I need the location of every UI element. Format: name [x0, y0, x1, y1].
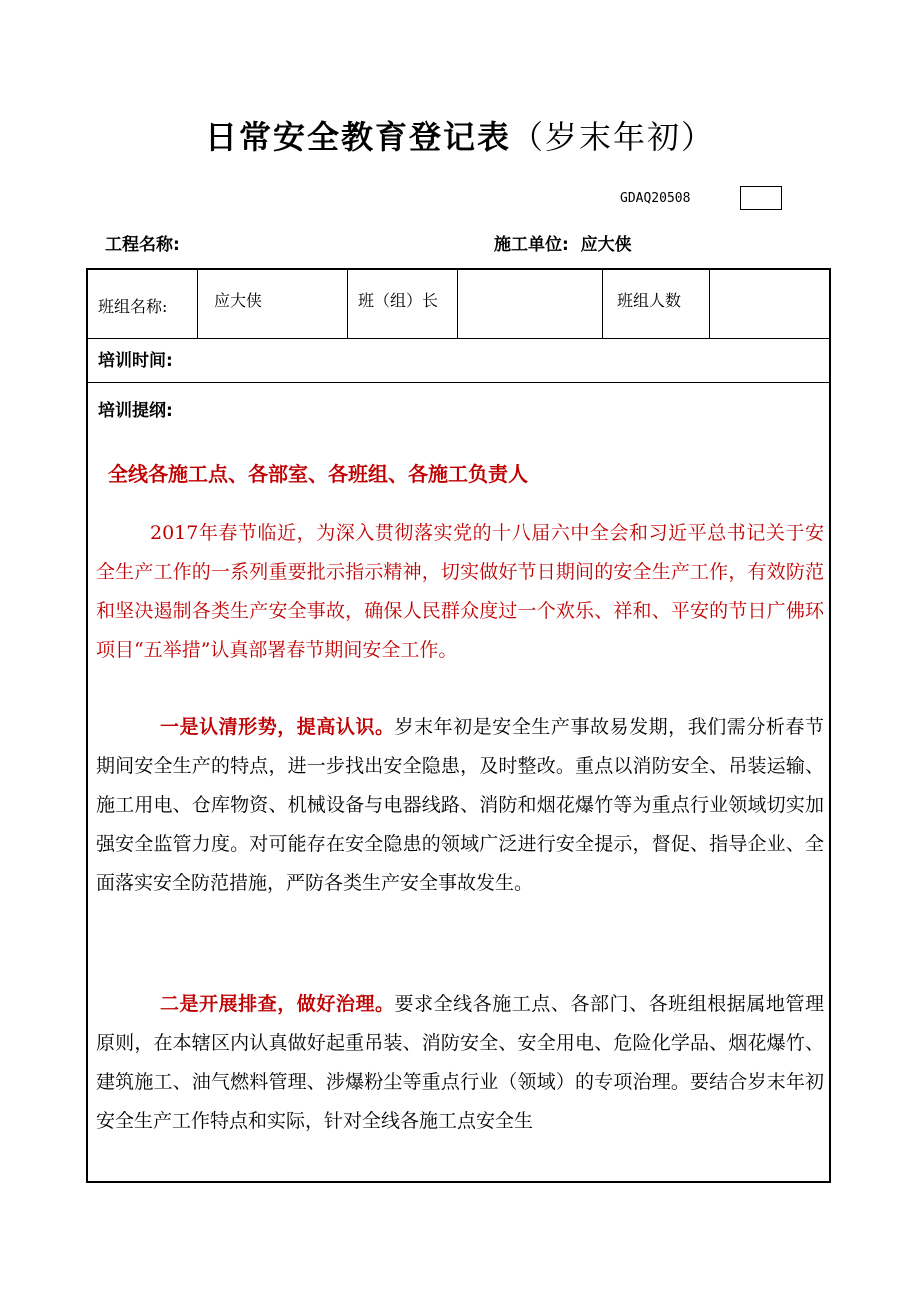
headcount-label-cell — [603, 270, 710, 338]
training-time-label: 培训时间: — [98, 351, 173, 371]
first-measure-body: 岁末年初是安全生产事故易发期，我们需分析春节期间安全生产的特点，进一步找出安全隐患，及时整改。重点以消防安全、吊装运输、施工用电、仓库物资、机械设备与电器线路、消防和烟花爆竹等为重点行业领域切实加强安全监管力度。对可能存在安全隐患的领域广泛进行安全提示，督促、指导企业、全面落实安全防范措施，严防各类生产安全事故发生。 — [96, 716, 824, 894]
construction-unit-value: 应大侠 — [580, 235, 632, 255]
title-suffix: （岁末年初） — [511, 118, 716, 156]
leader-label-cell — [348, 270, 458, 338]
construction-unit-label: 施工单位: — [494, 235, 569, 255]
second-measure-lead: 二是开展排查，做好治理。 — [160, 993, 395, 1015]
registration-table — [86, 268, 831, 1183]
training-time-row — [88, 338, 829, 383]
paragraph-first-measure — [96, 708, 824, 903]
second-measure-body: 要求全线各施工点、各部门、各班组根据属地管理原则，在本辖区内认真做好起重吊装、消防安全、安全用电、危险化学品、烟花爆竹、建筑施工、油气燃料管理、涉爆粉尘等重点行业（领域）的专项治理。要结合岁末年初安全生产工作特点和实际，针对全线各施工点安全生 — [96, 993, 824, 1132]
training-outline-row — [88, 382, 829, 1181]
first-measure-lead: 一是认清形势，提高认识。 — [160, 716, 395, 738]
headcount-label: 班组人数 — [617, 291, 682, 310]
leader-label: 班（组）长 — [358, 291, 439, 310]
training-outline-label: 培训提纲: — [98, 401, 173, 421]
team-name-value-cell — [198, 270, 348, 338]
paragraph-intro: 2017年春节临近，为深入贯彻落实党的十八届六中全会和习近平总书记关于安全生产工作的一系列重要批示指示精神，切实做好节日期间的安全生产工作，有效防范和坚决遏制各类生产安全事故，确保人民群众度过一个欢乐、祥和、平安的节日广佛环项目“五举措”认真部署春节期间安全工作。 — [96, 522, 824, 661]
outline-heading: 全线各施工点、各部室、各班组、各施工负责人 — [108, 462, 528, 486]
construction-unit — [494, 230, 632, 255]
page-title — [0, 112, 920, 158]
team-name-label: 班组名称: — [98, 297, 168, 316]
leader-value-cell — [458, 270, 603, 338]
title-main: 日常安全教育登记表 — [204, 118, 511, 156]
form-code: GDAQ20508 — [620, 191, 691, 206]
team-name-value: 应大侠 — [214, 291, 263, 310]
form-code-box — [740, 186, 782, 210]
team-info-row — [88, 270, 829, 339]
team-name-label-cell — [88, 270, 198, 338]
paragraph-second-measure — [96, 985, 824, 1141]
headcount-value-cell — [710, 270, 829, 338]
project-name-label: 工程名称: — [105, 235, 180, 255]
